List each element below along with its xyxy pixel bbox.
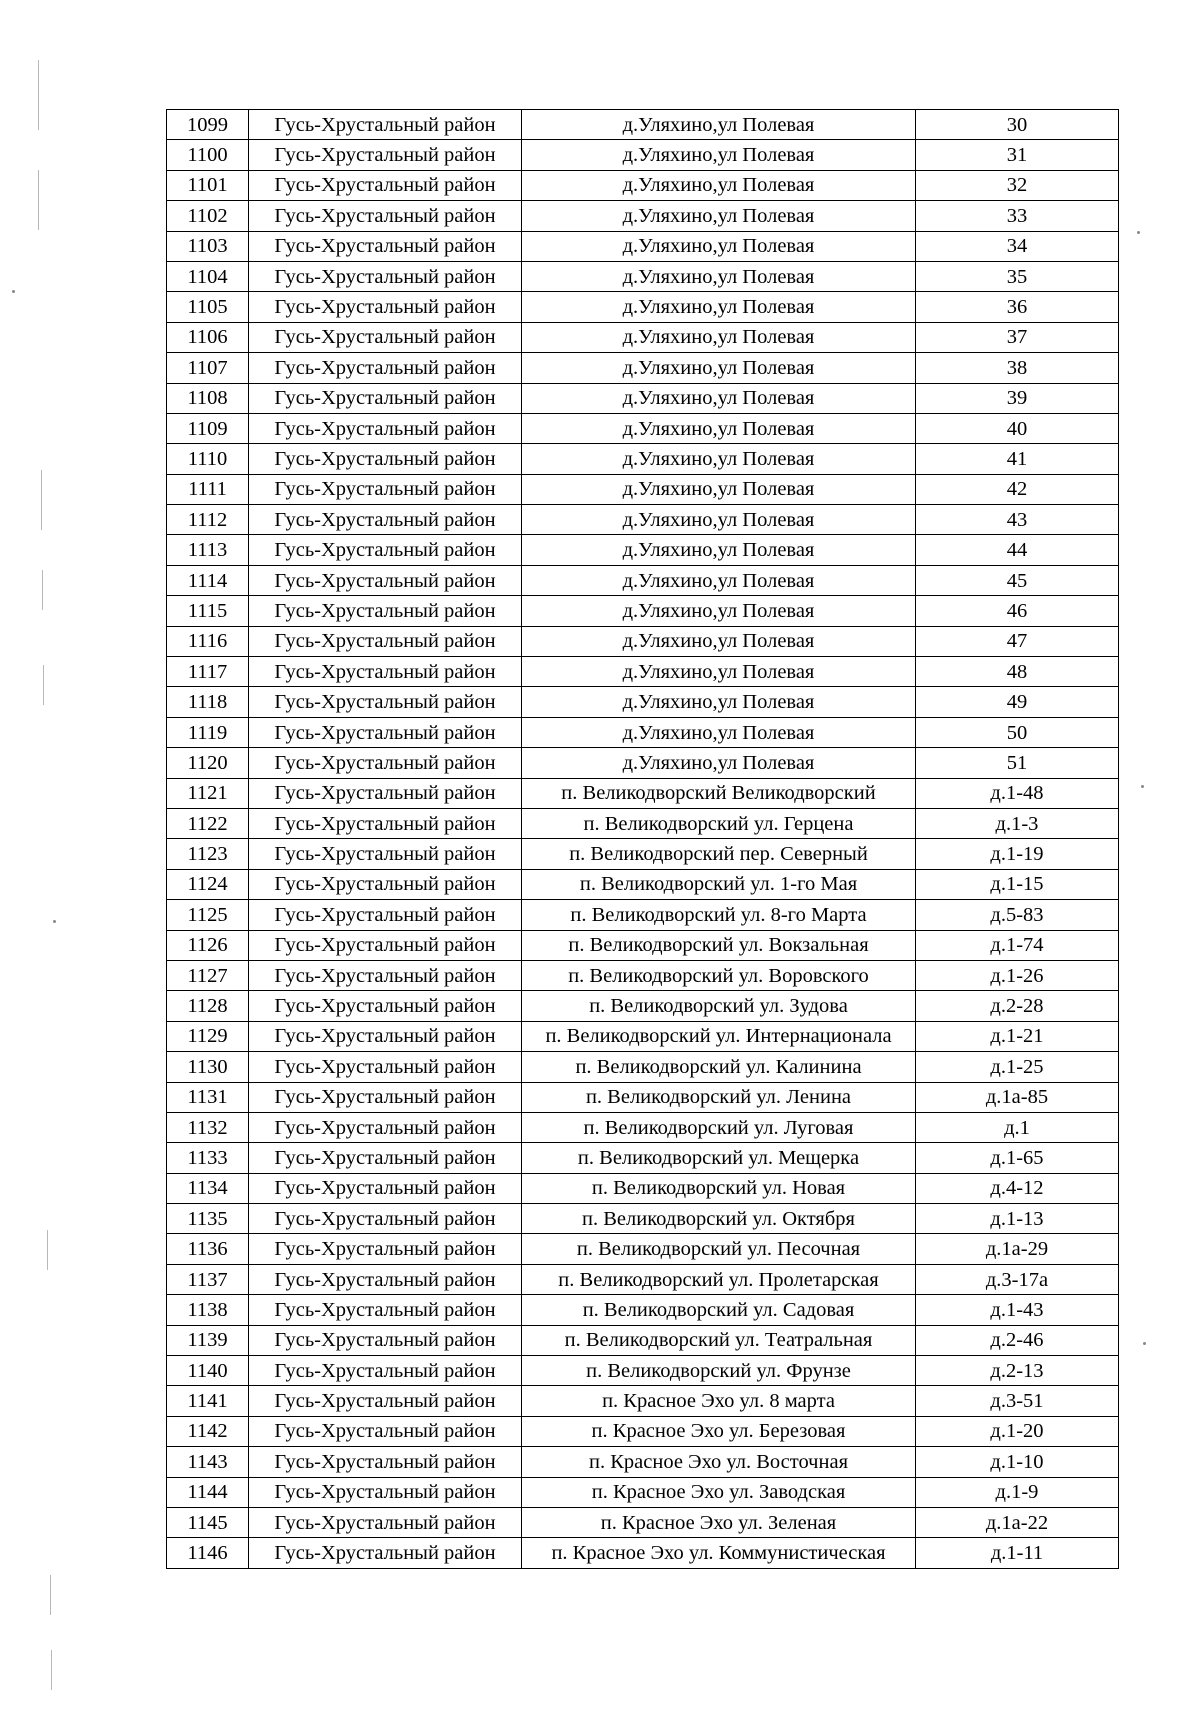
- house-range-cell: 48: [916, 657, 1119, 687]
- address-cell: д.Уляхино,ул Полевая: [522, 748, 916, 778]
- row-number-cell: 1132: [167, 1112, 249, 1142]
- table-row: [167, 322, 1119, 352]
- address-cell: д.Уляхино,ул Полевая: [522, 565, 916, 595]
- table-row: [167, 565, 1119, 595]
- house-range-cell: д.1: [916, 1112, 1119, 1142]
- district-cell: Гусь-Хрустальный район: [249, 1234, 522, 1264]
- house-range-cell: д.1-15: [916, 869, 1119, 899]
- row-number-cell: 1110: [167, 444, 249, 474]
- table-row: [167, 657, 1119, 687]
- row-number-cell: 1122: [167, 808, 249, 838]
- address-cell: п. Красное Эхо ул. 8 марта: [522, 1386, 916, 1416]
- house-range-cell: д.1-11: [916, 1538, 1119, 1568]
- table-row: [167, 626, 1119, 656]
- address-cell: п. Великодворский ул. Воровского: [522, 960, 916, 990]
- row-number-cell: 1107: [167, 353, 249, 383]
- scan-edge-mark: [38, 170, 39, 230]
- table-row: [167, 353, 1119, 383]
- row-number-cell: 1131: [167, 1082, 249, 1112]
- row-number-cell: 1101: [167, 170, 249, 200]
- row-number-cell: 1142: [167, 1416, 249, 1446]
- house-range-cell: д.3-17а: [916, 1264, 1119, 1294]
- district-cell: Гусь-Хрустальный район: [249, 1204, 522, 1234]
- scan-edge-mark: [41, 470, 42, 530]
- house-range-cell: д.1-13: [916, 1204, 1119, 1234]
- district-cell: Гусь-Хрустальный район: [249, 1143, 522, 1173]
- house-range-cell: 49: [916, 687, 1119, 717]
- table-row: [167, 1295, 1119, 1325]
- table-row: [167, 383, 1119, 413]
- district-cell: Гусь-Хрустальный район: [249, 900, 522, 930]
- row-number-cell: 1137: [167, 1264, 249, 1294]
- table-row: [167, 292, 1119, 322]
- table-row: [167, 1052, 1119, 1082]
- house-range-cell: д.1-26: [916, 960, 1119, 990]
- district-cell: Гусь-Хрустальный район: [249, 1082, 522, 1112]
- district-cell: Гусь-Хрустальный район: [249, 474, 522, 504]
- address-cell: п. Великодворский ул. Садовая: [522, 1295, 916, 1325]
- address-cell: п. Великодворский ул. Театральная: [522, 1325, 916, 1355]
- district-cell: Гусь-Хрустальный район: [249, 869, 522, 899]
- house-range-cell: 43: [916, 505, 1119, 535]
- house-range-cell: 45: [916, 565, 1119, 595]
- address-cell: д.Уляхино,ул Полевая: [522, 140, 916, 170]
- row-number-cell: 1116: [167, 626, 249, 656]
- row-number-cell: 1138: [167, 1295, 249, 1325]
- address-cell: д.Уляхино,ул Полевая: [522, 170, 916, 200]
- district-cell: Гусь-Хрустальный район: [249, 778, 522, 808]
- address-cell: д.Уляхино,ул Полевая: [522, 322, 916, 352]
- house-range-cell: д.3-51: [916, 1386, 1119, 1416]
- row-number-cell: 1126: [167, 930, 249, 960]
- address-cell: п. Великодворский ул. Мещерка: [522, 1143, 916, 1173]
- house-range-cell: д.5-83: [916, 900, 1119, 930]
- scan-edge-mark: [47, 1230, 48, 1270]
- house-range-cell: д.1-21: [916, 1021, 1119, 1051]
- house-range-cell: 47: [916, 626, 1119, 656]
- address-cell: д.Уляхино,ул Полевая: [522, 717, 916, 747]
- district-cell: Гусь-Хрустальный район: [249, 413, 522, 443]
- district-cell: Гусь-Хрустальный район: [249, 565, 522, 595]
- district-cell: Гусь-Хрустальный район: [249, 1447, 522, 1477]
- address-cell: д.Уляхино,ул Полевая: [522, 261, 916, 291]
- row-number-cell: 1136: [167, 1234, 249, 1264]
- table-row: [167, 839, 1119, 869]
- row-number-cell: 1103: [167, 231, 249, 261]
- district-cell: Гусь-Хрустальный район: [249, 1477, 522, 1507]
- table-row: [167, 687, 1119, 717]
- table-row: [167, 808, 1119, 838]
- scan-edge-mark: [42, 570, 43, 610]
- row-number-cell: 1134: [167, 1173, 249, 1203]
- row-number-cell: 1105: [167, 292, 249, 322]
- scan-edge-mark: [50, 1575, 51, 1615]
- house-range-cell: д.1-3: [916, 808, 1119, 838]
- house-range-cell: 31: [916, 140, 1119, 170]
- district-cell: Гусь-Хрустальный район: [249, 1538, 522, 1568]
- address-cell: д.Уляхино,ул Полевая: [522, 231, 916, 261]
- house-range-cell: 51: [916, 748, 1119, 778]
- house-range-cell: д.1-19: [916, 839, 1119, 869]
- house-range-cell: 35: [916, 261, 1119, 291]
- table-row: [167, 1112, 1119, 1142]
- row-number-cell: 1112: [167, 505, 249, 535]
- table-row: [167, 1325, 1119, 1355]
- table-row: [167, 748, 1119, 778]
- row-number-cell: 1146: [167, 1538, 249, 1568]
- row-number-cell: 1143: [167, 1447, 249, 1477]
- row-number-cell: 1118: [167, 687, 249, 717]
- district-cell: Гусь-Хрустальный район: [249, 444, 522, 474]
- district-cell: Гусь-Хрустальный район: [249, 1325, 522, 1355]
- address-cell: д.Уляхино,ул Полевая: [522, 687, 916, 717]
- address-cell: д.Уляхино,ул Полевая: [522, 505, 916, 535]
- address-cell: п. Красное Эхо ул. Восточная: [522, 1447, 916, 1477]
- row-number-cell: 1102: [167, 201, 249, 231]
- district-cell: Гусь-Хрустальный район: [249, 140, 522, 170]
- district-cell: Гусь-Хрустальный район: [249, 1356, 522, 1386]
- address-cell: д.Уляхино,ул Полевая: [522, 292, 916, 322]
- district-cell: Гусь-Хрустальный район: [249, 687, 522, 717]
- table-row: [167, 900, 1119, 930]
- house-range-cell: д.1а-22: [916, 1507, 1119, 1537]
- table-row: [167, 778, 1119, 808]
- address-cell: п. Великодворский ул. Калинина: [522, 1052, 916, 1082]
- table-row: [167, 201, 1119, 231]
- house-range-cell: д.4-12: [916, 1173, 1119, 1203]
- table-row: [167, 110, 1119, 140]
- house-range-cell: 50: [916, 717, 1119, 747]
- table-row: [167, 1021, 1119, 1051]
- address-table: [166, 109, 1119, 1569]
- table-row: [167, 231, 1119, 261]
- address-cell: п. Красное Эхо ул. Коммунистическая: [522, 1538, 916, 1568]
- table-row: [167, 535, 1119, 565]
- row-number-cell: 1121: [167, 778, 249, 808]
- row-number-cell: 1115: [167, 596, 249, 626]
- row-number-cell: 1139: [167, 1325, 249, 1355]
- district-cell: Гусь-Хрустальный район: [249, 261, 522, 291]
- table-row: [167, 140, 1119, 170]
- house-range-cell: 38: [916, 353, 1119, 383]
- district-cell: Гусь-Хрустальный район: [249, 1295, 522, 1325]
- address-cell: п. Красное Эхо ул. Березовая: [522, 1416, 916, 1446]
- house-range-cell: 37: [916, 322, 1119, 352]
- district-cell: Гусь-Хрустальный район: [249, 1112, 522, 1142]
- address-cell: д.Уляхино,ул Полевая: [522, 596, 916, 626]
- district-cell: Гусь-Хрустальный район: [249, 1386, 522, 1416]
- table-row: [167, 1538, 1119, 1568]
- district-cell: Гусь-Хрустальный район: [249, 110, 522, 140]
- district-cell: Гусь-Хрустальный район: [249, 717, 522, 747]
- address-cell: п. Великодворский ул. Вокзальная: [522, 930, 916, 960]
- address-cell: п. Великодворский ул. Ленина: [522, 1082, 916, 1112]
- district-cell: Гусь-Хрустальный район: [249, 322, 522, 352]
- address-cell: д.Уляхино,ул Полевая: [522, 657, 916, 687]
- district-cell: Гусь-Хрустальный район: [249, 626, 522, 656]
- address-cell: п. Великодворский ул. 8-го Марта: [522, 900, 916, 930]
- district-cell: Гусь-Хрустальный район: [249, 1264, 522, 1294]
- address-cell: п. Великодворский пер. Северный: [522, 839, 916, 869]
- table-row: [167, 1234, 1119, 1264]
- district-cell: Гусь-Хрустальный район: [249, 201, 522, 231]
- table-row: [167, 1507, 1119, 1537]
- house-range-cell: 36: [916, 292, 1119, 322]
- address-cell: п. Великодворский ул. 1-го Мая: [522, 869, 916, 899]
- address-cell: д.Уляхино,ул Полевая: [522, 353, 916, 383]
- district-cell: Гусь-Хрустальный район: [249, 231, 522, 261]
- house-range-cell: д.1-43: [916, 1295, 1119, 1325]
- house-range-cell: д.1-20: [916, 1416, 1119, 1446]
- scan-edge-mark: [43, 665, 44, 705]
- address-cell: п. Великодворский ул. Герцена: [522, 808, 916, 838]
- row-number-cell: 1133: [167, 1143, 249, 1173]
- address-cell: п. Великодворский ул. Новая: [522, 1173, 916, 1203]
- row-number-cell: 1109: [167, 413, 249, 443]
- house-range-cell: 34: [916, 231, 1119, 261]
- address-cell: д.Уляхино,ул Полевая: [522, 474, 916, 504]
- table-row: [167, 1416, 1119, 1446]
- address-table-body: [167, 110, 1119, 1569]
- address-cell: п. Великодворский ул. Интернационала: [522, 1021, 916, 1051]
- district-cell: Гусь-Хрустальный район: [249, 1021, 522, 1051]
- row-number-cell: 1114: [167, 565, 249, 595]
- district-cell: Гусь-Хрустальный район: [249, 596, 522, 626]
- scan-dot: [1143, 1342, 1146, 1345]
- row-number-cell: 1106: [167, 322, 249, 352]
- scan-dot: [1137, 231, 1140, 234]
- scan-edge-mark: [38, 60, 39, 130]
- row-number-cell: 1104: [167, 261, 249, 291]
- table-row: [167, 1386, 1119, 1416]
- district-cell: Гусь-Хрустальный район: [249, 353, 522, 383]
- row-number-cell: 1145: [167, 1507, 249, 1537]
- row-number-cell: 1124: [167, 869, 249, 899]
- table-row: [167, 717, 1119, 747]
- address-cell: п. Великодворский ул. Луговая: [522, 1112, 916, 1142]
- row-number-cell: 1140: [167, 1356, 249, 1386]
- row-number-cell: 1130: [167, 1052, 249, 1082]
- district-cell: Гусь-Хрустальный район: [249, 839, 522, 869]
- scan-dot: [1141, 785, 1144, 788]
- district-cell: Гусь-Хрустальный район: [249, 535, 522, 565]
- row-number-cell: 1113: [167, 535, 249, 565]
- district-cell: Гусь-Хрустальный район: [249, 1052, 522, 1082]
- row-number-cell: 1144: [167, 1477, 249, 1507]
- house-range-cell: д.1-25: [916, 1052, 1119, 1082]
- district-cell: Гусь-Хрустальный район: [249, 1173, 522, 1203]
- row-number-cell: 1128: [167, 991, 249, 1021]
- address-cell: д.Уляхино,ул Полевая: [522, 201, 916, 231]
- row-number-cell: 1127: [167, 960, 249, 990]
- table-row: [167, 444, 1119, 474]
- table-row: [167, 1143, 1119, 1173]
- address-cell: п. Красное Эхо ул. Заводская: [522, 1477, 916, 1507]
- house-range-cell: д.2-28: [916, 991, 1119, 1021]
- table-row: [167, 1356, 1119, 1386]
- house-range-cell: д.1а-29: [916, 1234, 1119, 1264]
- address-cell: п. Красное Эхо ул. Зеленая: [522, 1507, 916, 1537]
- row-number-cell: 1111: [167, 474, 249, 504]
- scan-edge-mark: [51, 1650, 52, 1690]
- table-row: [167, 1082, 1119, 1112]
- table-row: [167, 930, 1119, 960]
- district-cell: Гусь-Хрустальный район: [249, 1507, 522, 1537]
- address-cell: д.Уляхино,ул Полевая: [522, 383, 916, 413]
- scan-dot: [53, 920, 56, 923]
- row-number-cell: 1135: [167, 1204, 249, 1234]
- district-cell: Гусь-Хрустальный район: [249, 748, 522, 778]
- address-cell: д.Уляхино,ул Полевая: [522, 444, 916, 474]
- table-row: [167, 1447, 1119, 1477]
- district-cell: Гусь-Хрустальный район: [249, 383, 522, 413]
- scan-dot: [12, 290, 15, 293]
- district-cell: Гусь-Хрустальный район: [249, 991, 522, 1021]
- table-row: [167, 413, 1119, 443]
- table-row: [167, 1477, 1119, 1507]
- row-number-cell: 1120: [167, 748, 249, 778]
- address-cell: д.Уляхино,ул Полевая: [522, 110, 916, 140]
- house-range-cell: д.1-9: [916, 1477, 1119, 1507]
- house-range-cell: 30: [916, 110, 1119, 140]
- house-range-cell: 32: [916, 170, 1119, 200]
- row-number-cell: 1108: [167, 383, 249, 413]
- table-row: [167, 991, 1119, 1021]
- house-range-cell: д.1а-85: [916, 1082, 1119, 1112]
- row-number-cell: 1099: [167, 110, 249, 140]
- house-range-cell: д.1-65: [916, 1143, 1119, 1173]
- house-range-cell: д.2-46: [916, 1325, 1119, 1355]
- row-number-cell: 1100: [167, 140, 249, 170]
- table-row: [167, 505, 1119, 535]
- house-range-cell: 39: [916, 383, 1119, 413]
- house-range-cell: д.1-48: [916, 778, 1119, 808]
- row-number-cell: 1119: [167, 717, 249, 747]
- house-range-cell: д.2-13: [916, 1356, 1119, 1386]
- address-cell: п. Великодворский Великодворский: [522, 778, 916, 808]
- house-range-cell: 44: [916, 535, 1119, 565]
- house-range-cell: 33: [916, 201, 1119, 231]
- house-range-cell: д.1-74: [916, 930, 1119, 960]
- address-cell: п. Великодворский ул. Зудова: [522, 991, 916, 1021]
- table-row: [167, 474, 1119, 504]
- district-cell: Гусь-Хрустальный район: [249, 170, 522, 200]
- district-cell: Гусь-Хрустальный район: [249, 292, 522, 322]
- table-row: [167, 170, 1119, 200]
- district-cell: Гусь-Хрустальный район: [249, 505, 522, 535]
- address-cell: п. Великодворский ул. Фрунзе: [522, 1356, 916, 1386]
- row-number-cell: 1123: [167, 839, 249, 869]
- row-number-cell: 1141: [167, 1386, 249, 1416]
- address-cell: д.Уляхино,ул Полевая: [522, 535, 916, 565]
- address-cell: п. Великодворский ул. Песочная: [522, 1234, 916, 1264]
- table-row: [167, 1173, 1119, 1203]
- row-number-cell: 1125: [167, 900, 249, 930]
- house-range-cell: д.1-10: [916, 1447, 1119, 1477]
- address-cell: п. Великодворский ул. Пролетарская: [522, 1264, 916, 1294]
- house-range-cell: 46: [916, 596, 1119, 626]
- house-range-cell: 41: [916, 444, 1119, 474]
- district-cell: Гусь-Хрустальный район: [249, 960, 522, 990]
- table-row: [167, 1264, 1119, 1294]
- address-cell: д.Уляхино,ул Полевая: [522, 626, 916, 656]
- district-cell: Гусь-Хрустальный район: [249, 657, 522, 687]
- district-cell: Гусь-Хрустальный район: [249, 1416, 522, 1446]
- district-cell: Гусь-Хрустальный район: [249, 930, 522, 960]
- row-number-cell: 1117: [167, 657, 249, 687]
- address-cell: п. Великодворский ул. Октября: [522, 1204, 916, 1234]
- table-row: [167, 261, 1119, 291]
- house-range-cell: 42: [916, 474, 1119, 504]
- table-row: [167, 960, 1119, 990]
- row-number-cell: 1129: [167, 1021, 249, 1051]
- table-row: [167, 1204, 1119, 1234]
- address-cell: д.Уляхино,ул Полевая: [522, 413, 916, 443]
- district-cell: Гусь-Хрустальный район: [249, 808, 522, 838]
- table-row: [167, 596, 1119, 626]
- house-range-cell: 40: [916, 413, 1119, 443]
- table-row: [167, 869, 1119, 899]
